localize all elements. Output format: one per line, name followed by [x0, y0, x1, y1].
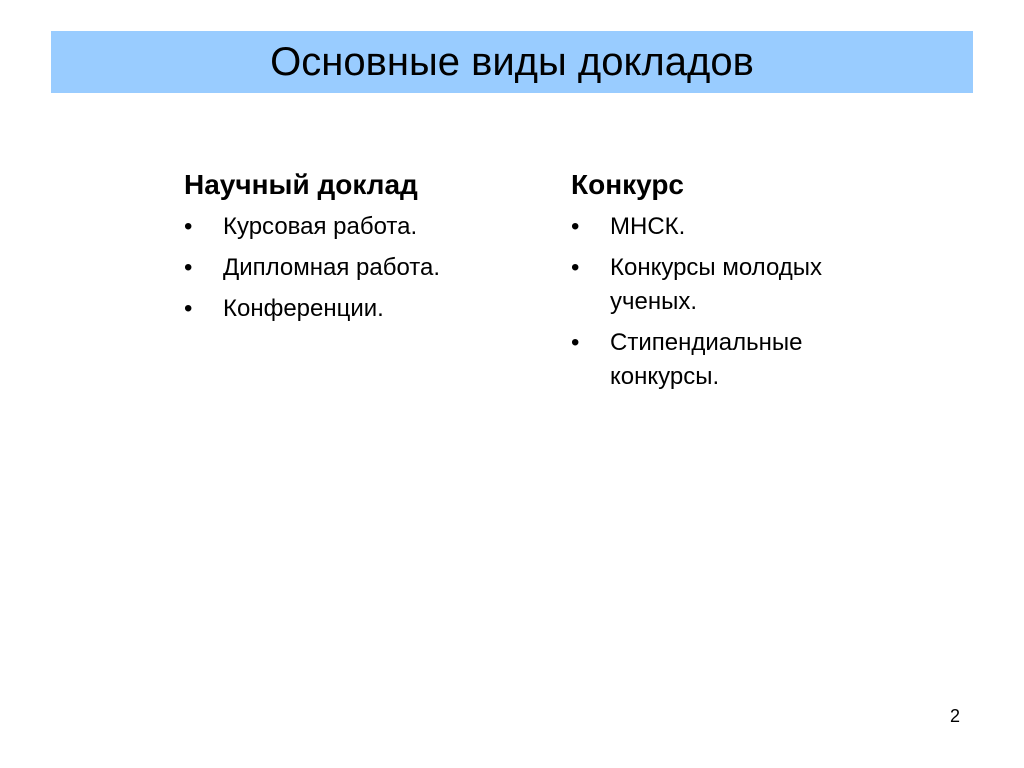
bullet-icon: •	[571, 213, 580, 240]
bullet-icon: •	[571, 329, 580, 356]
list-item-text: Стипендиальные конкурсы.	[610, 329, 803, 390]
list-item	[571, 210, 901, 244]
bullet-list	[184, 210, 534, 326]
column-heading: Научный доклад	[184, 169, 418, 200]
list-item	[184, 210, 534, 244]
bullet-icon: •	[184, 213, 193, 240]
slide-title: Основные виды докладов	[270, 40, 754, 84]
list-item-text: Конкурсы молодых ученых.	[610, 254, 823, 315]
list-item-text: Конференции.	[223, 295, 384, 322]
list-item	[571, 251, 901, 319]
bullet-icon: •	[184, 295, 193, 322]
list-item	[184, 251, 534, 285]
bullet-list	[571, 210, 901, 394]
title-bar	[51, 31, 973, 93]
list-item-text: Дипломная работа.	[223, 254, 441, 281]
column-contest	[571, 166, 901, 401]
list-item-text: Курсовая работа.	[223, 213, 418, 240]
bullet-icon: •	[571, 254, 580, 281]
page-number: 2	[949, 706, 960, 726]
bullet-icon: •	[184, 254, 193, 281]
list-item	[571, 326, 901, 394]
list-item-text: МНСК.	[610, 213, 686, 240]
column-heading: Конкурс	[571, 169, 684, 200]
list-item	[184, 292, 534, 326]
column-scientific-report	[184, 166, 534, 333]
